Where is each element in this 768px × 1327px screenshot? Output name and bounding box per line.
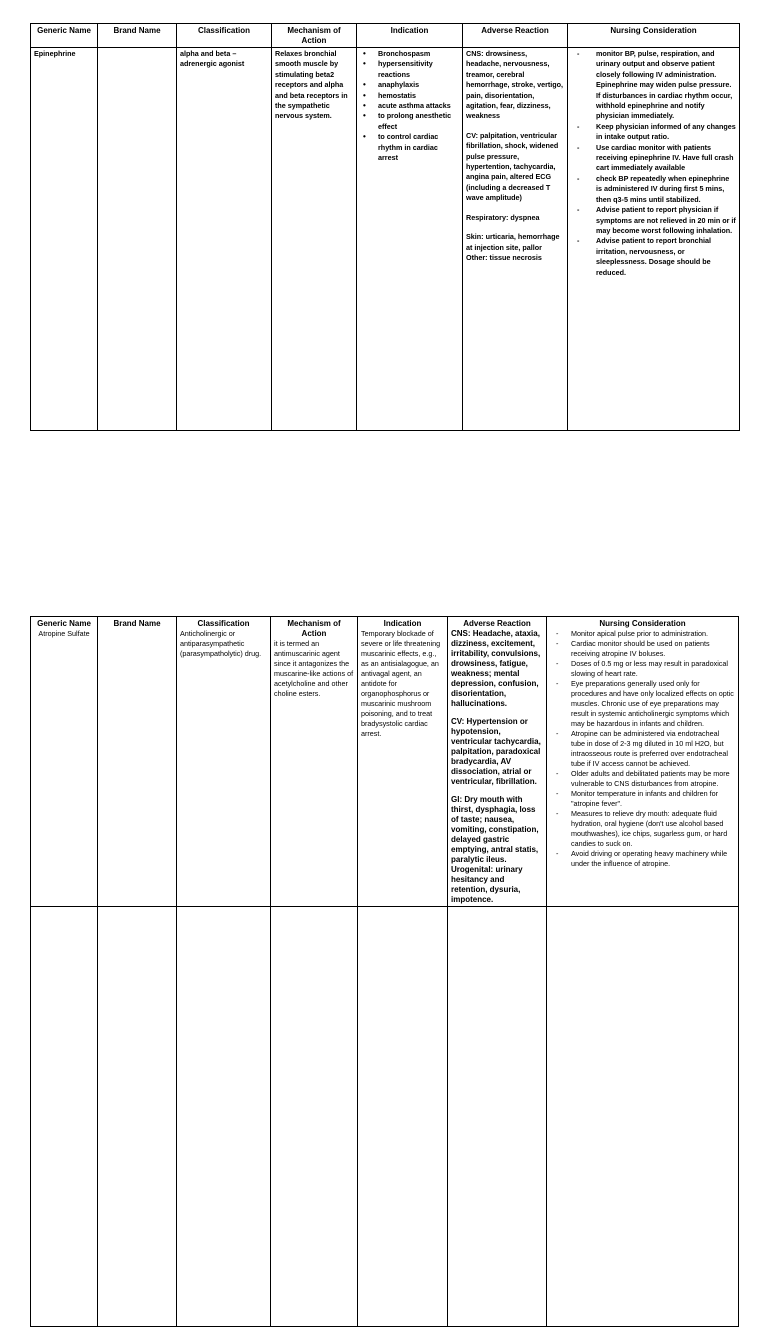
list-item: - check BP repeatedly when epinephrine is administered IV during first 5 mins, then q3-5 mins until stabilized.: [571, 174, 736, 205]
header-adverse-reaction: [448, 617, 547, 907]
list-item: • to prolong anesthetic effect: [360, 111, 459, 132]
header-nursing-consideration: [547, 617, 739, 907]
empty-cell: [448, 907, 547, 1327]
header-generic-name: Generic Name: [31, 24, 98, 48]
adverse-reaction-cell: [451, 629, 543, 905]
list-item: - Doses of 0.5 mg or less may result in paradoxical slowing of heart rate.: [550, 659, 735, 679]
indication-cell: [357, 48, 463, 431]
list-item: • Bronchospasm: [360, 49, 459, 59]
list-item: - Measures to relieve dry mouth: adequate fluid hydration, oral hygiene (don't use alcohol based mouthwashes), ice chips, sugarless gum, or hard candies to suck on.: [550, 809, 735, 849]
header-adverse-reaction-label: Adverse Reaction: [463, 619, 531, 628]
empty-cell: [547, 907, 739, 1327]
classification-cell: Anticholinergic or antiparasympathetic (parasympatholytic) drug.: [180, 629, 262, 658]
header-brand-name: Brand Name: [98, 617, 177, 907]
list-item: - Keep physician informed of any changes in intake output ratio.: [571, 122, 736, 143]
header-nursing-consideration-label: Nursing Consideration: [599, 619, 686, 628]
list-item: - monitor BP, pulse, respiration, and urinary output and observe patient closely following IV administration. Epinephrine may widen pulse pressure. If disturbances in cardiac rhythm occur, withhold epinephrine and notify physician immediately.: [571, 49, 736, 122]
drug-table-epinephrine: [30, 23, 740, 431]
list-item: • to control cardiac rhythm in cardiac arrest: [360, 132, 459, 163]
header-indication-label: Indication: [383, 619, 422, 628]
adverse-reaction-cell: [463, 48, 568, 431]
header-classification-label: Classification: [197, 619, 250, 628]
header-nursing-consideration: Nursing Consideration: [568, 24, 740, 48]
list-item: - Monitor temperature in infants and children for "atropine fever".: [550, 789, 735, 809]
header-indication: Indication: [357, 24, 463, 48]
brand-name-cell: [98, 48, 177, 431]
list-item: • hypersensitivity reactions: [360, 59, 459, 80]
list-item: • anaphylaxis: [360, 80, 459, 90]
list-item: - Advise patient to report bronchial irritation, nervousness, or sleeplessness. Dosage should be reduced.: [571, 236, 736, 278]
list-item: • hemostatis: [360, 91, 459, 101]
empty-cell: [358, 907, 448, 1327]
list-item: - Cardiac monitor should be used on patients receiving atropine IV boluses.: [550, 639, 735, 659]
adverse-cns: CNS: Headache, ataxia, dizziness, excitement, irritability, convulsions, drowsiness, fatigue, weakness; mental depression, confusion, disorientation, hallucinations.: [451, 629, 541, 708]
indication-cell: Temporary blockade of severe or life threatening muscarinic effects, e.g., as an antisialagogue, an antivagal agent, an antidote for organophosphorus or muscarinic mushroom poisoning, and to treat bradysystolic cardiac arrest.: [361, 629, 441, 738]
adverse-respiratory: Respiratory: dyspnea: [466, 212, 540, 222]
adverse-cv: CV: Hypertension or hypotension, ventricular tachycardia, palpitation, paradoxical bradycardia, AV dissociation, atrial or ventricular, fibrillation.: [451, 717, 541, 786]
header-adverse-reaction: Adverse Reaction: [463, 24, 568, 48]
list-item: - Older adults and debilitated patients may be more vulnerable to CNS disturbances from atropine.: [550, 769, 735, 789]
indication-list: [360, 49, 459, 163]
generic-name-cell: Atropine Sulfate: [38, 629, 90, 638]
header-classification: [177, 617, 271, 907]
header-generic-name: [31, 617, 98, 907]
table-row: [31, 907, 739, 1327]
list-item: - Advise patient to report physician if symptoms are not relieved in 20 min or if may become worst following inhalation.: [571, 205, 736, 236]
table-header-row: [31, 24, 740, 48]
header-generic-name-label: Generic Name: [37, 619, 91, 628]
generic-name-cell: Epinephrine: [31, 48, 98, 431]
header-classification: Classification: [177, 24, 272, 48]
list-item: - Use cardiac monitor with patients receiving epinephrine IV. Have full crash cart immediately available: [571, 143, 736, 174]
list-item: - Eye preparations generally used only for procedures and have only localized effects on optic muscles. Chronic use of eye preparations may result in systemic anticholinergic symptoms which may be hazardous in infants and children.: [550, 679, 735, 729]
adverse-gi: GI: Dry mouth with thirst, dysphagia, loss of taste; nausea, vomiting, constipation, delayed gastric emptying, antral statis, paralytic ileus.: [451, 795, 539, 864]
table-row: [31, 48, 740, 431]
adverse-skin: Skin: urticaria, hemorrhage at injection site, pallor: [466, 232, 560, 252]
classification-cell: alpha and beta – adrenergic agonist: [177, 48, 272, 431]
adverse-urogenital: Urogenital: urinary hesitancy and retention, dysuria, impotence.: [451, 865, 523, 904]
empty-cell: [98, 907, 177, 1327]
adverse-cns: CNS: drowsiness, headache, nervousness, treamor, cerebral hemorrhage, stroke, vertigo, pain, disorientation, agitation, fear, dizziness, weakness: [466, 49, 564, 121]
header-mechanism: Mechanism of Action: [272, 24, 357, 48]
list-item: - Monitor apical pulse prior to administration.: [550, 629, 735, 639]
mechanism-cell: it is termed an antimuscarinic agent since it antagonizes the muscarine-like actions of acetylcholine and other choline esters.: [274, 639, 354, 698]
list-item: • acute asthma attacks: [360, 101, 459, 111]
header-mechanism-label: Mechanism of Action: [287, 619, 341, 638]
header-indication: [358, 617, 448, 907]
empty-cell: [31, 907, 98, 1327]
list-item: - Avoid driving or operating heavy machinery while under the influence of atropine.: [550, 849, 735, 869]
table-header-row: [31, 617, 739, 907]
header-brand-name: Brand Name: [98, 24, 177, 48]
header-mechanism: [271, 617, 358, 907]
adverse-other: Other: tissue necrosis: [466, 252, 542, 262]
mechanism-cell: Relaxes bronchial smooth muscle by stimulating beta2 receptors and alpha and beta receptors in the sympathetic nervous system.: [272, 48, 357, 431]
nursing-consideration-cell: [568, 48, 740, 431]
adverse-cv: CV: palpitation, ventricular fibrillation, shock, widened pulse pressure, hypertention, tachycardia, angina pain, altered ECG (including a decreased T wave amplitude): [466, 130, 559, 203]
empty-cell: [177, 907, 271, 1327]
drug-table-atropine: [30, 616, 739, 1327]
nursing-list: [550, 629, 735, 869]
nursing-list: [571, 49, 736, 278]
list-item: - Atropine can be administered via endotracheal tube in dose of 2-3 mg diluted in 10 ml H2O, but intraosseous route is preferred over endotracheal tube if IV access cannot be achieved.: [550, 729, 735, 769]
empty-cell: [271, 907, 358, 1327]
